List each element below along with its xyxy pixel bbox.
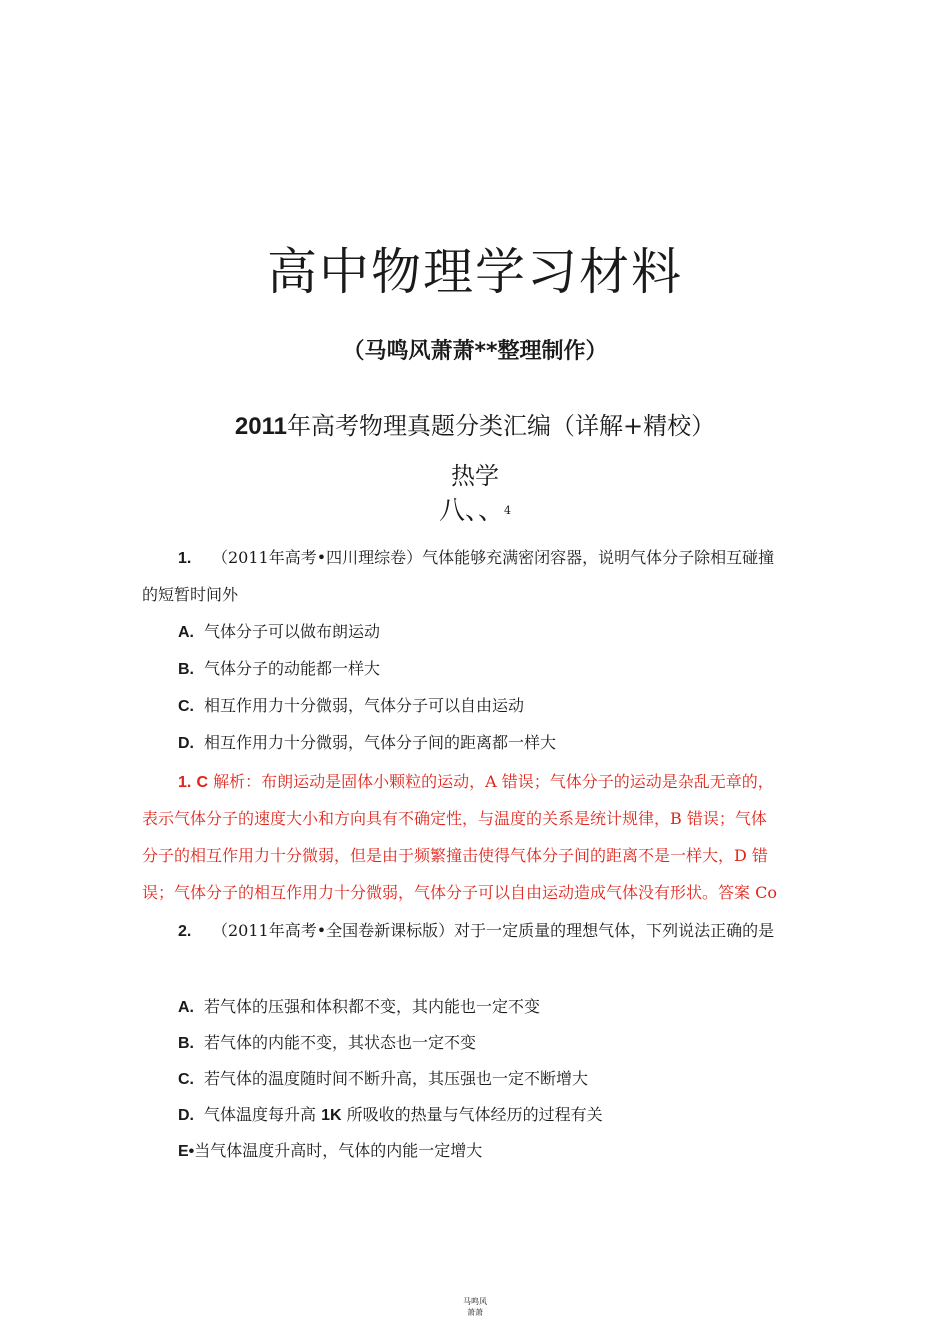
q1-option-c	[178, 695, 524, 718]
q2-stem	[178, 920, 774, 943]
option-label: B.	[178, 661, 194, 678]
q2-option-a	[178, 996, 540, 1019]
stray-glyphs	[0, 494, 950, 528]
option-text-after: 所吸收的热量与气体经历的过程有关	[341, 1105, 603, 1124]
q1-option-d	[178, 732, 556, 755]
q1-stem-text: （2011年高考•四川理综卷）气体能够充满密闭容器，说明气体分子除相互碰撞	[212, 548, 775, 567]
option-text-before: 气体温度每升高	[204, 1105, 322, 1124]
a1-text: 解析：布朗运动是固体小颗粒的运动，A 错误；气体分子的运动是杂乱无章的，	[213, 772, 774, 791]
a1-letter: C	[196, 774, 208, 791]
q2-option-e	[178, 1140, 482, 1163]
a1-line3: 分子的相互作用力十分微弱，但是由于频繁撞击使得气体分子间的距离不是一样大，D 错	[142, 846, 768, 865]
q1-option-b	[178, 658, 380, 681]
option-text: 气体分子的动能都一样大	[204, 659, 381, 678]
option-text: 气体分子可以做布朗运动	[204, 622, 381, 641]
q1-stem-line1	[178, 547, 774, 570]
heading-year: 2011	[234, 413, 287, 440]
option-label: D.	[178, 735, 194, 752]
q1-option-a	[178, 621, 380, 644]
option-label: D.	[178, 1107, 194, 1124]
option-label: A.	[178, 624, 194, 641]
topic-title: 热学	[451, 462, 499, 490]
option-label: E•	[178, 1143, 195, 1160]
q2-stem-text: （2011年高考•全国卷新课标版）对于一定质量的理想气体，下列说法正确的是	[212, 921, 775, 940]
option-label: C.	[178, 698, 194, 715]
a1-line1	[178, 771, 774, 794]
option-text: 若气体的内能不变，其状态也一定不变	[204, 1033, 477, 1052]
footer-line1: 马鸣风	[463, 1297, 487, 1306]
option-text: 相互作用力十分微弱，气体分子可以自由运动	[204, 696, 525, 715]
a1-line2: 表示气体分子的速度大小和方向具有不确定性，与温度的关系是统计规律，B 错误；气体	[142, 809, 767, 828]
option-label: A.	[178, 999, 194, 1016]
option-text: 当气体温度升高时，气体的内能一定增大	[194, 1141, 483, 1160]
a1-line4: 误；气体分子的相互作用力十分微弱，气体分子可以自由运动造成气体没有形状。答案 Co	[142, 883, 777, 902]
q2-number: 2.	[178, 923, 192, 940]
section-heading	[0, 410, 950, 443]
q2-option-b	[178, 1032, 476, 1055]
document-subtitle: （马鸣风萧萧**整理制作）	[342, 339, 608, 364]
option-text: 若气体的温度随时间不断升高，其压强也一定不断增大	[204, 1069, 589, 1088]
option-label: C.	[178, 1071, 194, 1088]
heading-text: 年高考物理真题分类汇编（详解+精校）	[286, 412, 716, 440]
q1-number: 1.	[178, 550, 192, 567]
option-label: B.	[178, 1035, 194, 1052]
stray-glyphs-main: 八、、	[438, 496, 504, 526]
document-title: 高中物理学习材料	[267, 243, 683, 301]
stray-glyphs-tiny: 4	[504, 504, 511, 517]
a1-number: 1.	[178, 774, 192, 791]
option-text: 相互作用力十分微弱，气体分子间的距离都一样大	[204, 733, 557, 752]
page-footer	[0, 1296, 950, 1318]
q1-stem-line2: 的短暂时间外	[142, 585, 239, 604]
footer-line2: 萧萧	[467, 1308, 483, 1317]
option-text: 若气体的压强和体积都不变，其内能也一定不变	[204, 997, 541, 1016]
q2-option-d	[178, 1104, 603, 1127]
q2-option-c	[178, 1068, 588, 1091]
option-text-bold: 1K	[321, 1107, 342, 1124]
